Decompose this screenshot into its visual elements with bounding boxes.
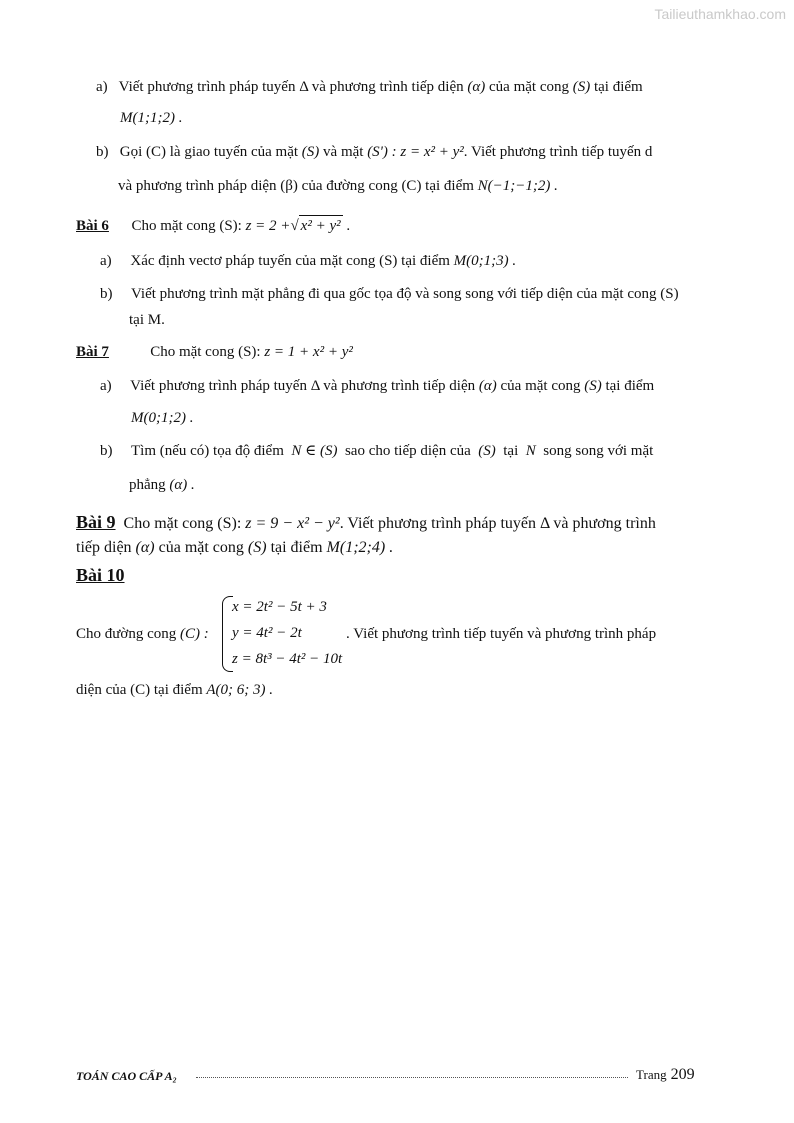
- curve-symbol: (C) :: [179, 626, 209, 642]
- bai5-b-line2: [118, 176, 558, 196]
- bai7-b-line2: [129, 475, 195, 495]
- bai7-item-b: [100, 441, 653, 461]
- equation: z = 9 − x² − y²: [245, 515, 340, 532]
- bai7-a-point: M(0;1;2) .: [131, 410, 194, 426]
- bai6-b-line2: tại M.: [129, 312, 165, 328]
- bai7-heading: [76, 342, 353, 362]
- exercise-title: Bài 6: [76, 218, 109, 234]
- period: .: [346, 218, 351, 234]
- footer-book-title: TOÁN CAO CẤP A₂: [76, 1069, 177, 1083]
- item-label: b): [96, 144, 109, 160]
- item-text: song song với mặt: [543, 443, 654, 459]
- item-label: b): [100, 286, 113, 302]
- item-text: Viết phương trình pháp tuyến Δ và phương trình tiếp diện: [130, 378, 476, 394]
- item-text: tại: [503, 443, 519, 459]
- exercise-intro: Cho mặt cong (S):: [150, 344, 261, 360]
- item-text: phẳng: [129, 477, 166, 493]
- item-text: Tìm (nếu có) tọa độ điểm: [130, 443, 284, 459]
- item-label: a): [100, 378, 112, 394]
- item-text: tại điểm: [593, 79, 643, 95]
- item-label: a): [96, 79, 108, 95]
- item-text: tại điểm: [270, 539, 323, 556]
- exercise-title: Bài 7: [76, 344, 109, 360]
- surface-symbol: (S): [572, 79, 591, 95]
- alpha-symbol: (α): [467, 79, 486, 95]
- point: M(0;1;3) .: [453, 253, 517, 269]
- bai10-line2: [76, 680, 273, 700]
- item-text: tiếp diện: [76, 539, 132, 556]
- bai10-title: Bài 10: [76, 565, 125, 585]
- point: N(−1;−1;2) .: [477, 178, 558, 194]
- item-text: Xác định vectơ pháp tuyến của mặt cong (S) tại điểm: [130, 253, 450, 269]
- alpha-symbol: (α) .: [169, 477, 195, 493]
- footer-page: [636, 1066, 695, 1084]
- surface-symbol: (S): [301, 144, 320, 160]
- point-condition: N ∈ (S): [291, 443, 338, 459]
- item-text: sao cho tiếp diện của: [344, 443, 471, 459]
- radicand: x² + y²: [299, 215, 343, 236]
- bai5-item-b: [96, 142, 652, 162]
- item-text: diện của (C) tại điểm: [76, 682, 203, 698]
- surface-symbol: (S): [478, 443, 496, 459]
- param-eq-z: z = 8t³ − 4t² − 10t: [232, 651, 343, 667]
- item-text: của mặt cong: [500, 378, 581, 394]
- bai6-item-a: [100, 251, 516, 271]
- surface-symbol: (S): [584, 378, 602, 394]
- exercise-intro: Cho mặt cong (S):: [131, 218, 242, 234]
- surface-symbol: (S): [247, 539, 267, 556]
- bai5-a-point: M(1;1;2) .: [120, 110, 183, 126]
- item-text: và phương trình pháp diện (β) của đường cong (C) tại điểm: [118, 178, 474, 194]
- bai6-heading: [76, 215, 350, 236]
- item-text: của mặt cong: [489, 79, 569, 95]
- bai10-intro-line: [76, 624, 209, 644]
- point: M(1;2;4) .: [326, 539, 394, 556]
- item-text: . Viết phương trình tiếp tuyến d: [463, 144, 653, 160]
- param-eq-x: x = 2t² − 5t + 3: [232, 599, 327, 615]
- surface-symbol: (S') :: [367, 144, 397, 160]
- equation: z = 1 + x² + y²: [264, 344, 353, 360]
- alpha-symbol: (α): [478, 378, 497, 394]
- exercise-title: Bài 9: [76, 512, 116, 532]
- bai7-item-a: [100, 376, 654, 396]
- bai5-item-a: [96, 77, 643, 97]
- item-text: và mặt: [323, 144, 364, 160]
- param-eq-y: y = 4t² − 2t: [232, 625, 302, 641]
- bai9-heading: [76, 512, 656, 534]
- bai10-text1: . Viết phương trình tiếp tuyến và phương trình pháp: [346, 626, 657, 642]
- point-symbol: N: [525, 443, 536, 459]
- sqrt-sign: √ x² + y²: [290, 215, 342, 236]
- point: A(0; 6; 3) .: [206, 682, 274, 698]
- item-label: b): [100, 443, 113, 459]
- item-text: Gọi (C) là giao tuyến của mặt: [119, 144, 299, 160]
- bai6-item-b: [100, 284, 679, 304]
- watermark-text: Tailieuthamkhao.com: [654, 6, 786, 22]
- page-number: 209: [670, 1066, 695, 1083]
- exercise-intro: Cho đường cong: [76, 626, 177, 642]
- item-text: Viết phương trình mặt phẳng đi qua gốc tọa độ và song song với tiếp diện của mặt cong (S): [130, 286, 679, 302]
- bai9-line2: [76, 538, 393, 558]
- item-text: . Viết phương trình pháp tuyến Δ và phương trình: [339, 515, 656, 532]
- exercise-intro: Cho mặt cong (S):: [123, 515, 242, 532]
- item-text: Viết phương trình pháp tuyến Δ và phương trình tiếp diện: [118, 79, 464, 95]
- item-text: của mặt cong: [158, 539, 244, 556]
- footer-trang-label: Trang: [636, 1067, 667, 1082]
- item-text: tại điểm: [605, 378, 655, 394]
- equation: z = x² + y²: [400, 144, 464, 160]
- equation-lhs: z = 2 +: [245, 218, 291, 234]
- alpha-symbol: (α): [135, 539, 155, 556]
- footer-leader-dots: [196, 1077, 628, 1078]
- item-label: a): [100, 253, 112, 269]
